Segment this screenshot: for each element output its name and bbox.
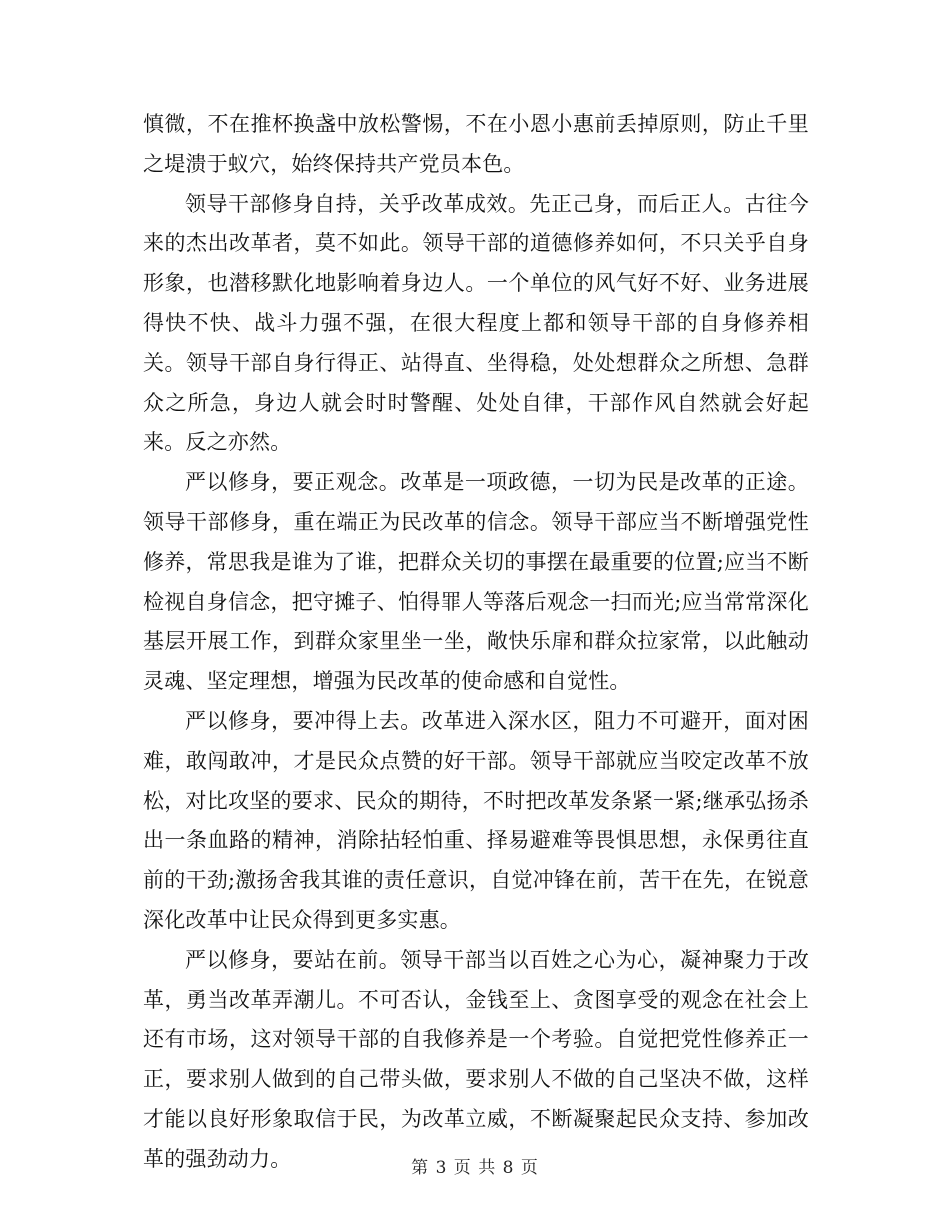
- paragraph: 慎微，不在推杯换盏中放松警惕，不在小恩小惠前丢掉原则，防止千里之堤溃于蚁穴，始终保持共产党员本色。: [143, 112, 809, 176]
- document-body: [143, 105, 809, 1180]
- paragraph: 严以修身，要站在前。领导干部当以百姓之心为心，凝神聚力于改革，勇当改革弄潮儿。不可否认，金钱至上、贪图享受的观念在社会上还有市场，这对领导干部的自我修养是一个考验。自觉把党性修养正一正，要求别人做到的自己带头做，要求别人不做的自己坚决不做，这样才能以良好形象取信于民，为改革立威，不断凝聚起民众支持、参加改革的强劲动力。: [143, 947, 809, 1171]
- paragraph: 严以修身，要正观念。改革是一项政德，一切为民是改革的正途。领导干部修身，重在端正为民改革的信念。领导干部应当不断增强党性修养，常思我是谁为了谁，把群众关切的事摆在最重要的位置;应当不断检视自身信念，把守摊子、怕得罪人等落后观念一扫而光;应当常常深化基层开展工作，到群众家里坐一坐，敞快乐扉和群众拉家常，以此触动灵魂、坚定理想，增强为民改革的使命感和自觉性。: [143, 470, 809, 694]
- page-number-footer: 第 3 页 共 8 页: [411, 1158, 539, 1178]
- paragraph: 严以修身，要冲得上去。改革进入深水区，阻力不可避开，面对困难，敢闯敢冲，才是民众点赞的好干部。领导干部就应当咬定改革不放松，对比攻坚的要求、民众的期待，不时把改革发条紧一紧;继承弘扬杀出一条血路的精神，消除拈轻怕重、择易避难等畏惧思想，永保勇往直前的干劲;激扬舍我其谁的责任意识，自觉冲锋在前，苦干在先，在锐意深化改革中让民众得到更多实惠。: [143, 708, 809, 932]
- paragraph: 领导干部修身自持，关乎改革成效。先正己身，而后正人。古往今来的杰出改革者，莫不如此。领导干部的道德修养如何，不只关乎自身形象，也潜移默化地影响着身边人。一个单位的风气好不好、业务进展得快不快、战斗力强不强，在很大程度上都和领导干部的自身修养相关。领导干部自身行得正、站得直、坐得稳，处处想群众之所想、急群众之所急，身边人就会时时警醒、处处自律，干部作风自然就会好起来。反之亦然。: [143, 191, 809, 455]
